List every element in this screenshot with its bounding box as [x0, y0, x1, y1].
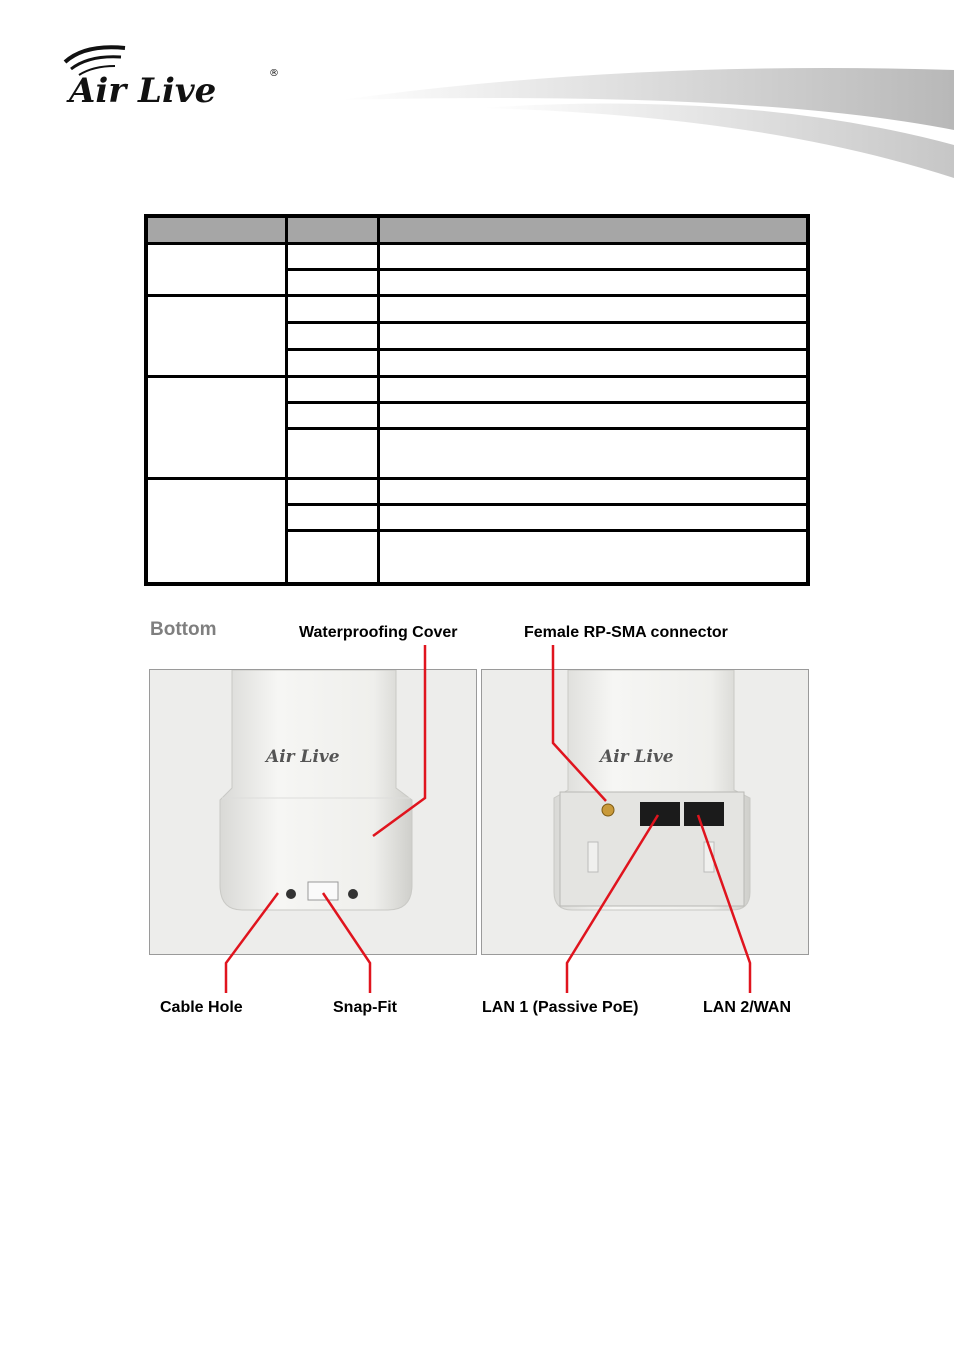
device-photo-closed: [149, 669, 477, 955]
table-cell: [378, 244, 808, 270]
callout-cable-hole: Cable Hole: [160, 999, 243, 1016]
table-cell: [378, 296, 808, 323]
table-row: [146, 377, 808, 403]
table-row: [146, 244, 808, 270]
table-cell: [378, 270, 808, 296]
table-group-label: [146, 377, 286, 479]
table-cell: [286, 403, 378, 429]
header-swoosh: [330, 60, 954, 185]
table-cell: [286, 531, 378, 585]
table-cell: [378, 350, 808, 377]
registered-mark: ®: [269, 68, 279, 79]
table-header-cell: [286, 216, 378, 244]
table-header-cell: [146, 216, 286, 244]
table-header-cell: [378, 216, 808, 244]
callout-lan1: LAN 1 (Passive PoE): [482, 999, 639, 1016]
figure-title: Bottom: [150, 619, 217, 640]
cable-hole-left: [286, 889, 296, 899]
brand-name: Air Live: [69, 71, 217, 111]
airlive-logo: [55, 42, 285, 112]
snap-fit-latch: [308, 882, 338, 900]
table-cell: [286, 244, 378, 270]
table-cell: [286, 350, 378, 377]
device-logo: Air Live: [266, 747, 340, 767]
table-header-row: [146, 216, 808, 244]
device-logo: Air Live: [600, 747, 674, 767]
table-cell: [286, 323, 378, 350]
table-row: [146, 296, 808, 323]
table-cell: [378, 429, 808, 479]
cable-hole-right: [348, 889, 358, 899]
callout-lan2-wan: LAN 2/WAN: [703, 999, 791, 1016]
table-cell: [286, 270, 378, 296]
lan2-port: [684, 802, 724, 826]
lan1-port: [640, 802, 680, 826]
table-cell: [378, 377, 808, 403]
device-photo-open: [481, 669, 809, 955]
table-group-label: [146, 479, 286, 585]
table-cell: [286, 296, 378, 323]
table-cell: [378, 323, 808, 350]
table-cell: [378, 479, 808, 505]
table-cell: [286, 505, 378, 531]
spec-table: [144, 214, 810, 586]
table-cell: [378, 531, 808, 585]
table-group-label: [146, 296, 286, 377]
table-cell: [286, 377, 378, 403]
table-group-label: [146, 244, 286, 296]
table-cell: [286, 429, 378, 479]
spec-table-container: [144, 214, 810, 586]
callout-snap-fit: Snap-Fit: [333, 999, 397, 1016]
table-row: [146, 479, 808, 505]
callout-rp-sma-connector: Female RP-SMA connector: [524, 624, 728, 641]
callout-waterproofing-cover: Waterproofing Cover: [299, 624, 458, 641]
table-cell: [378, 505, 808, 531]
rp-sma-connector: [602, 804, 614, 816]
table-cell: [378, 403, 808, 429]
table-cell: [286, 479, 378, 505]
